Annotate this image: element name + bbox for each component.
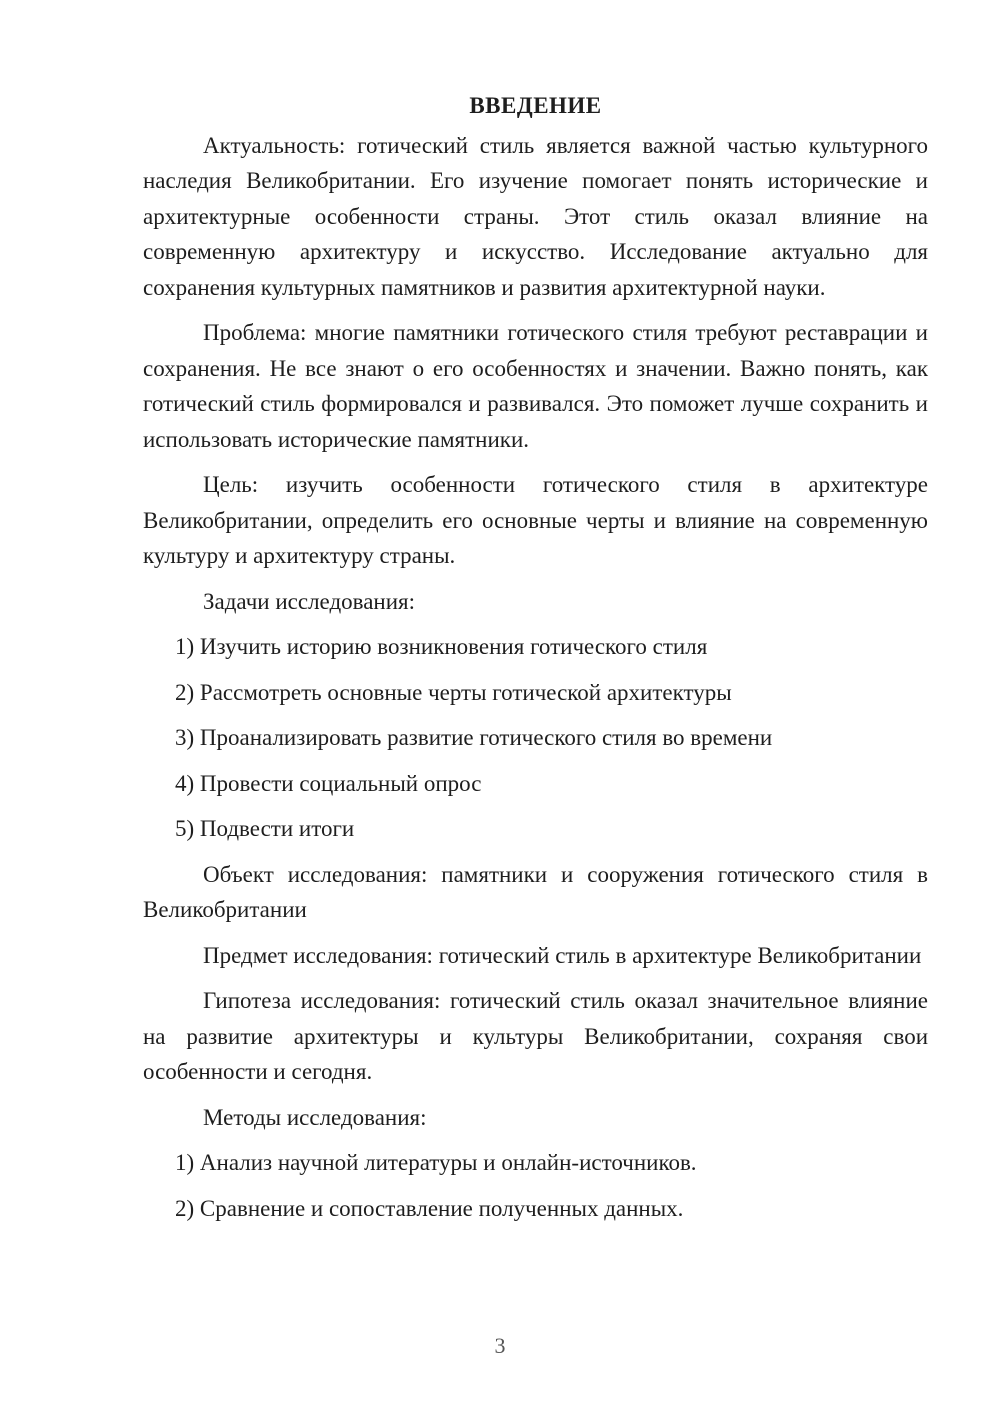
list-item: 3) Проанализировать развитие готического стиля во времени [175, 725, 773, 750]
goal-paragraph: Цель: изучить особенности готического стиля в архитектуре Великобритании, определить его основные черты и влияние на современную культуру и архитектуру страны. [143, 472, 928, 568]
document-page [143, 88, 928, 1236]
hypothesis-paragraph: Гипотеза исследования: готический стиль оказал значительное влияние на развитие архитектуры и культуры Великобритании, сохраняя свои особенности и сегодня. [143, 988, 928, 1084]
tasks-label: Задачи исследования: [203, 588, 416, 614]
list-item: 5) Подвести итоги [175, 816, 355, 841]
list-item: 1) Анализ научной литературы и онлайн-источников. [175, 1150, 697, 1175]
section-heading: ВВЕДЕНИЕ [469, 93, 602, 118]
list-item: 1) Изучить историю возникновения готического стиля [175, 634, 708, 659]
problem-paragraph: Проблема: многие памятники готического стиля требуют реставрации и сохранения. Не все знают о его особенностях и значении. Важно понять, как готический стиль формировался и развивался. Это поможет лучше сохранить и использовать исторические памятники. [143, 320, 928, 452]
object-paragraph: Объект исследования: памятники и сооружения готического стиля в Великобритании [143, 861, 928, 922]
tasks-list [143, 629, 928, 847]
list-item: 4) Провести социальный опрос [175, 770, 482, 796]
methods-list [143, 1145, 928, 1226]
list-item: 2) Сравнение и сопоставление полученных данных. [175, 1195, 684, 1221]
subject-paragraph: Предмет исследования: готический стиль в архитектуре Великобритании [203, 942, 922, 968]
list-item: 2) Рассмотреть основные черты готической архитектуры [175, 679, 732, 705]
relevance-paragraph: Актуальность: готический стиль является важной частью культурного наследия Великобритании. Его изучение помогает понять исторические и архитектурные особенности страны. Этот стиль оказал влияние на современную архитектуру и искусство. Исследование актуально для сохранения культурных памятников и развития архитектурной науки. [143, 132, 928, 300]
methods-label: Методы исследования: [203, 1104, 427, 1130]
page-number: 3 [494, 1333, 506, 1358]
